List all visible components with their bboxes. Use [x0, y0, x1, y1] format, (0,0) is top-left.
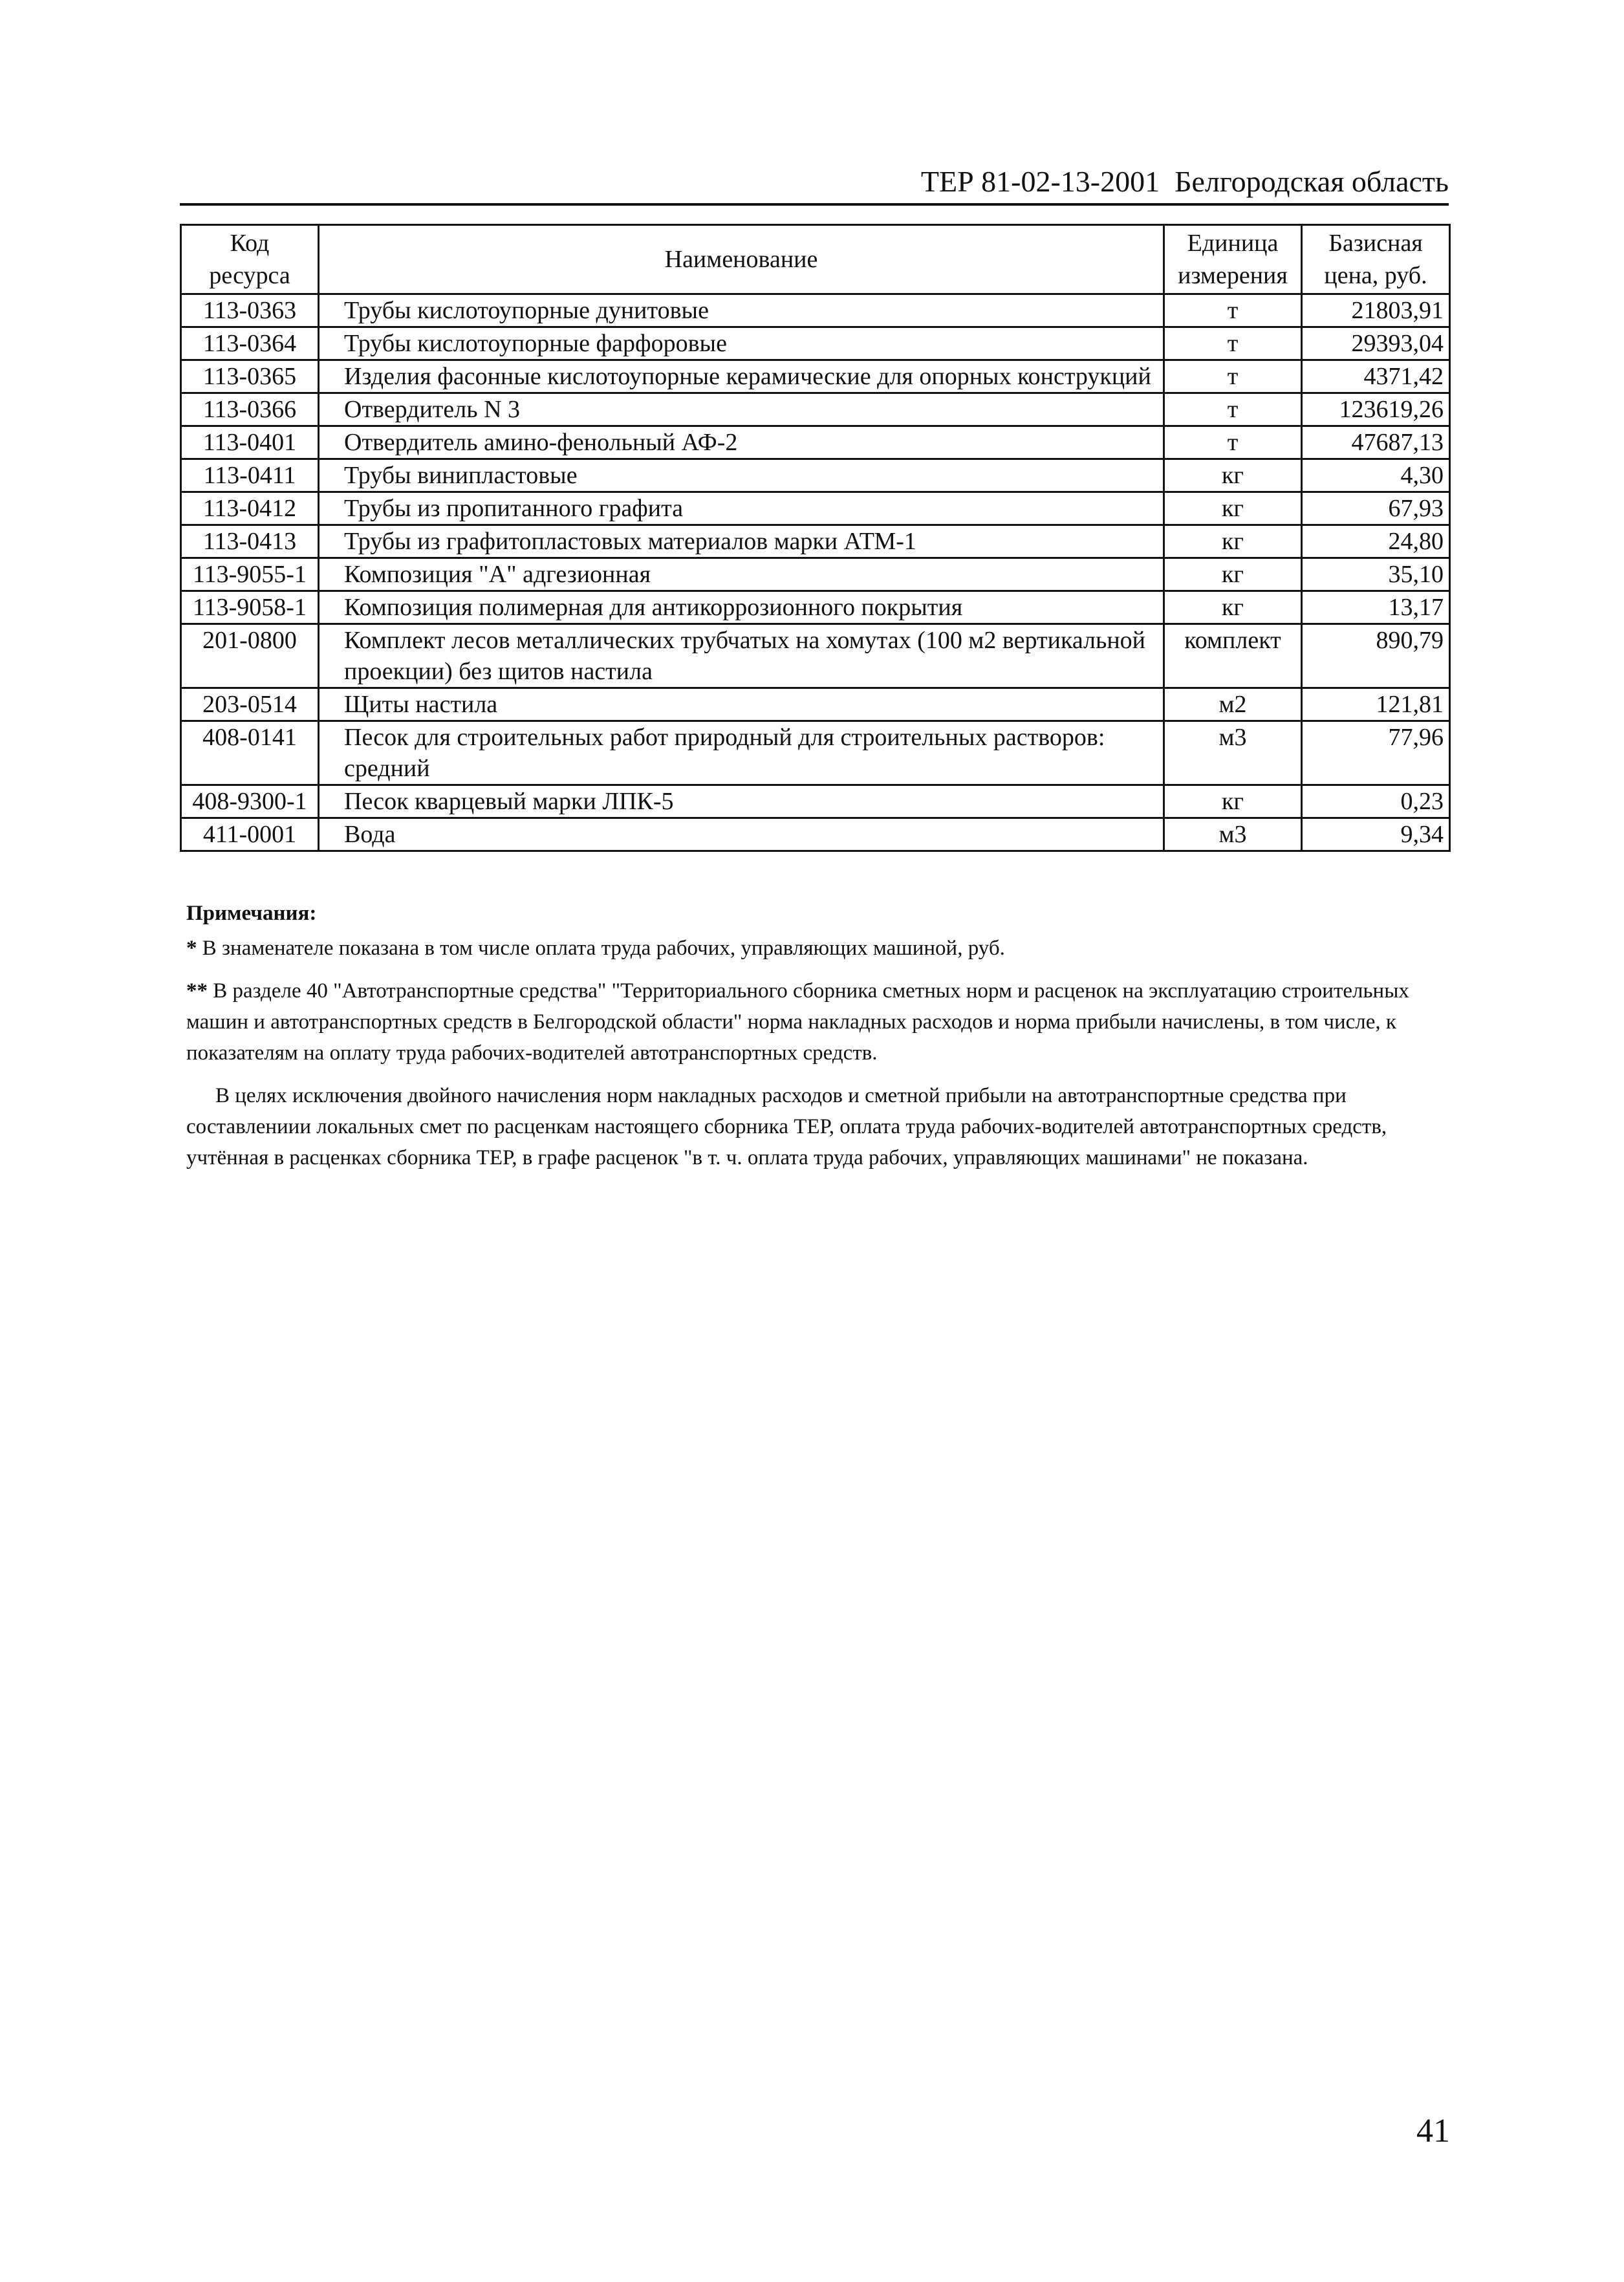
- note-1-text: В знаменателе показана в том числе оплата труда рабочих, управляющих машиной, руб.: [202, 937, 1005, 960]
- table-row: [181, 818, 1450, 851]
- cell-name: Трубы из графитопластовых материалов марки АТМ-1: [319, 525, 1164, 558]
- cell-unit: кг: [1164, 558, 1302, 591]
- header-title: ТЕР 81-02-13-2001 Белгородская область: [920, 165, 1449, 198]
- cell-price: 21803,91: [1302, 294, 1450, 327]
- table-row: [181, 688, 1450, 721]
- note-1: [186, 933, 1447, 964]
- header-price: Базисная цена, руб.: [1302, 225, 1450, 294]
- cell-unit: т: [1164, 294, 1302, 327]
- cell-unit: кг: [1164, 785, 1302, 818]
- cell-name: Композиция "А" адгезионная: [319, 558, 1164, 591]
- cell-name: Песок для строительных работ природный для строительных растворов: средний: [319, 721, 1164, 785]
- cell-unit: кг: [1164, 492, 1302, 525]
- table-row: [181, 558, 1450, 591]
- note-1-mark: *: [186, 937, 197, 960]
- notes-paragraph: В целях исключения двойного начисления норм накладных расходов и сметной прибыли на автотранспортные средства при составлениии локальных смет по расценкам настоящего сборника ТЕР, оплата труда рабочих-водителей автотранспортных средств, учтённая в расценках сборника ТЕР, в графе расценок "в т. ч. оплата труда рабочих, управляющих машинами" не показана.: [186, 1084, 1387, 1169]
- document-header: [180, 162, 1449, 206]
- cell-price: 24,80: [1302, 525, 1450, 558]
- table-row: [181, 785, 1450, 818]
- note-2-text: В разделе 40 "Автотранспортные средства" "Территориального сборника сметных норм и расценок на эксплуатацию строительных машин и автотранспортных средств в Белгородской области" норма накладных расходов и норма прибыли начислены, в том числе, к показателям на оплату труда рабочих-водителей автотранспортных средств.: [186, 979, 1409, 1065]
- header-name: Наименование: [319, 225, 1164, 294]
- cell-unit: комплект: [1164, 624, 1302, 688]
- cell-code: 113-0366: [181, 393, 319, 426]
- table-row: [181, 492, 1450, 525]
- cell-name: Трубы из пропитанного графита: [319, 492, 1164, 525]
- cell-name: Вода: [319, 818, 1164, 851]
- cell-unit: м3: [1164, 818, 1302, 851]
- cell-name: Трубы винипластовые: [319, 459, 1164, 492]
- page-number: 41: [1416, 2113, 1450, 2149]
- table-row: [181, 294, 1450, 327]
- header-code: Код ресурса: [181, 225, 319, 294]
- cell-name: Комплект лесов металлических трубчатых на хомутах (100 м2 вертикальной проекции) без щитов настила: [319, 624, 1164, 688]
- cell-name: Щиты настила: [319, 688, 1164, 721]
- cell-price: 35,10: [1302, 558, 1450, 591]
- cell-name: Трубы кислотоупорные дунитовые: [319, 294, 1164, 327]
- cell-code: 113-0412: [181, 492, 319, 525]
- cell-code: 113-0401: [181, 426, 319, 459]
- cell-code: 113-0413: [181, 525, 319, 558]
- table-row: [181, 591, 1450, 624]
- table-row: [181, 624, 1450, 688]
- cell-code: 408-9300-1: [181, 785, 319, 818]
- cell-unit: т: [1164, 393, 1302, 426]
- cell-price: 121,81: [1302, 688, 1450, 721]
- cell-name: Песок кварцевый марки ЛПК-5: [319, 785, 1164, 818]
- cell-unit: кг: [1164, 591, 1302, 624]
- cell-price: 890,79: [1302, 624, 1450, 688]
- table-header-row: [181, 225, 1450, 294]
- cell-unit: кг: [1164, 525, 1302, 558]
- cell-unit: кг: [1164, 459, 1302, 492]
- table-body: [181, 294, 1450, 851]
- cell-unit: т: [1164, 360, 1302, 393]
- cell-name: Отвердитель амино-фенольный АФ-2: [319, 426, 1164, 459]
- cell-unit: т: [1164, 327, 1302, 360]
- cell-code: 113-0363: [181, 294, 319, 327]
- cell-price: 77,96: [1302, 721, 1450, 785]
- cell-code: 201-0800: [181, 624, 319, 688]
- cell-code: 113-9055-1: [181, 558, 319, 591]
- notes-section: [186, 898, 1447, 1185]
- note-2-mark: **: [186, 979, 208, 1003]
- cell-name: Изделия фасонные кислотоупорные керамические для опорных конструкций: [319, 360, 1164, 393]
- cell-code: 411-0001: [181, 818, 319, 851]
- cell-code: 113-0364: [181, 327, 319, 360]
- note-2: [186, 975, 1447, 1069]
- cell-code: 408-0141: [181, 721, 319, 785]
- notes-title: Примечания:: [186, 902, 317, 925]
- cell-name: Трубы кислотоупорные фарфоровые: [319, 327, 1164, 360]
- cell-price: 4371,42: [1302, 360, 1450, 393]
- cell-code: 113-9058-1: [181, 591, 319, 624]
- cell-price: 9,34: [1302, 818, 1450, 851]
- cell-code: 113-0411: [181, 459, 319, 492]
- table-row: [181, 360, 1450, 393]
- resource-price-table: [180, 224, 1451, 852]
- cell-unit: м3: [1164, 721, 1302, 785]
- cell-price: 123619,26: [1302, 393, 1450, 426]
- header-unit: Единица измерения: [1164, 225, 1302, 294]
- cell-price: 13,17: [1302, 591, 1450, 624]
- cell-unit: м2: [1164, 688, 1302, 721]
- cell-code: 203-0514: [181, 688, 319, 721]
- cell-price: 67,93: [1302, 492, 1450, 525]
- table-row: [181, 426, 1450, 459]
- table-row: [181, 459, 1450, 492]
- table-row: [181, 393, 1450, 426]
- cell-price: 47687,13: [1302, 426, 1450, 459]
- cell-name: Отвердитель N 3: [319, 393, 1164, 426]
- cell-price: 29393,04: [1302, 327, 1450, 360]
- cell-unit: т: [1164, 426, 1302, 459]
- cell-price: 0,23: [1302, 785, 1450, 818]
- cell-price: 4,30: [1302, 459, 1450, 492]
- cell-name: Композиция полимерная для антикоррозионного покрытия: [319, 591, 1164, 624]
- table-row: [181, 327, 1450, 360]
- cell-code: 113-0365: [181, 360, 319, 393]
- table-row: [181, 525, 1450, 558]
- table-row: [181, 721, 1450, 785]
